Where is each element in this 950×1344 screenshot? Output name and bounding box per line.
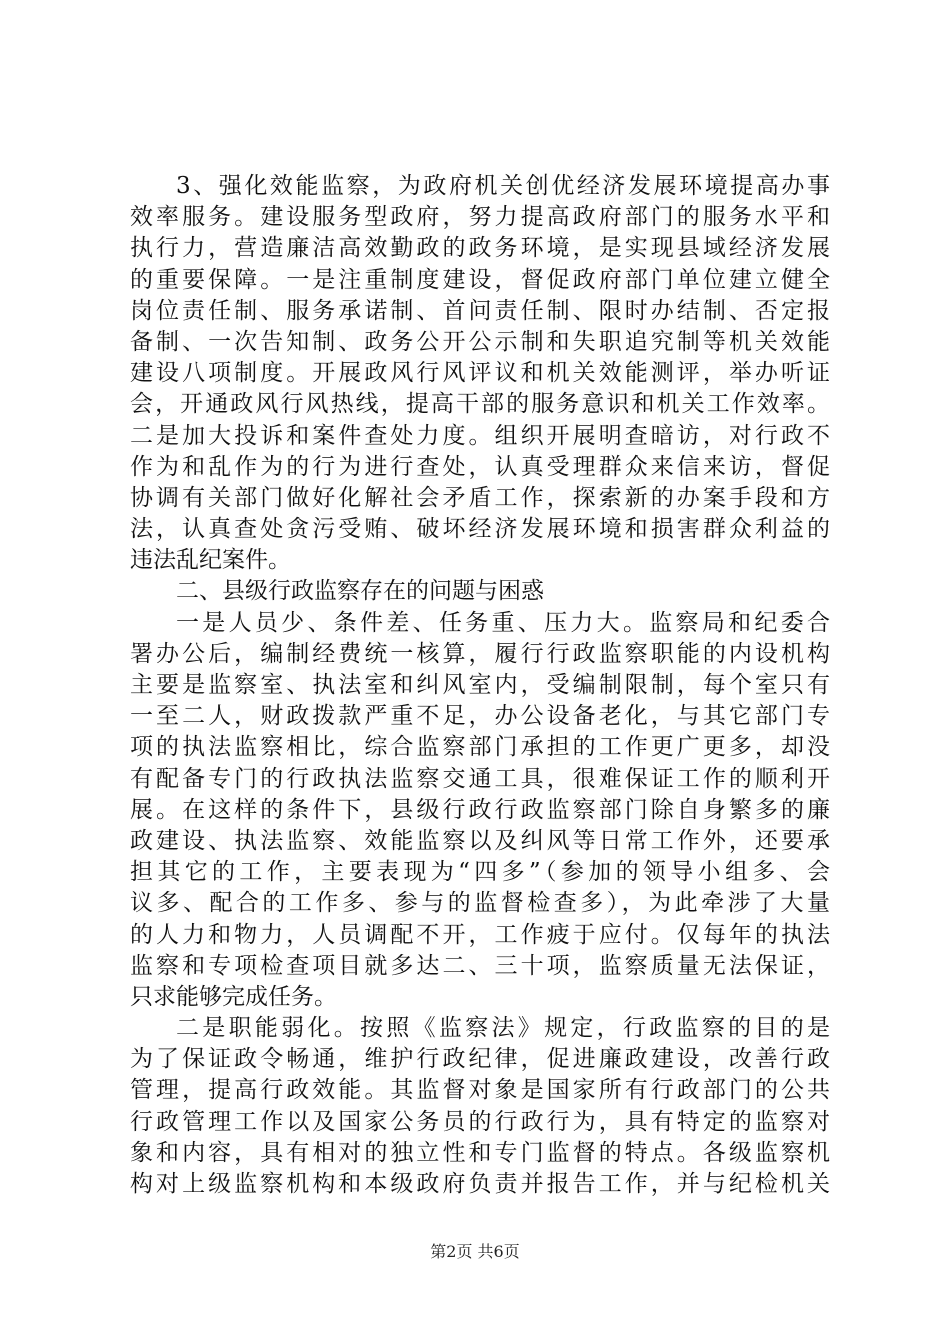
text-line: 作为和乱作为的行为进行查处，认真受理群众来信来访，督促 [130, 453, 830, 480]
text-line: 象和内容，具有相对的独立性和专门监督的特点。各级监察机 [130, 1139, 830, 1166]
text-line: 项的执法监察相比，综合监察部门承担的工作更广更多，却没 [130, 734, 830, 761]
text-line: 一至二人，财政拨款严重不足，办公设备老化，与其它部门专 [130, 703, 830, 730]
text-line: 二是加大投诉和案件查处力度。组织开展明查暗访，对行政不 [130, 422, 830, 449]
text-line: 二是职能弱化。按照《监察法》规定，行政监察的目的是 [176, 1015, 830, 1042]
text-line: 议多、配合的工作多、参与的监督检查多），为此牵涉了大量 [130, 890, 830, 917]
text-line: 管理，提高行政效能。其监督对象是国家所有行政部门的公共 [130, 1077, 830, 1104]
text-line: 违法乱纪案件。 [130, 547, 291, 574]
text-line: 协调有关部门做好化解社会矛盾工作，探索新的办案手段和方 [130, 484, 830, 511]
text-line: 的人力和物力，人员调配不开，工作疲于应付。仅每年的执法 [130, 921, 830, 948]
text-line: 主要是监察室、执法室和纠风室内，受编制限制，每个室只有 [130, 672, 830, 698]
text-line: 执行力，营造廉洁高效勤政的政务环境，是实现县域经济发展 [130, 235, 830, 262]
text-line: 3、强化效能监察，为政府机关创优经济发展环境提高办事 [176, 173, 830, 199]
text-line: 只求能够完成任务。 [130, 983, 337, 1010]
text-line: 政建设、执法监察、效能监察以及纠风等日常工作外，还要承 [130, 827, 830, 854]
text-line: 建设八项制度。开展政风行风评议和机关效能测评，举办听证 [130, 360, 830, 387]
text-line: 岗位责任制、服务承诺制、首问责任制、限时办结制、否定报 [130, 297, 830, 324]
text-line: 署办公后，编制经费统一核算，履行行政监察职能的内设机构 [130, 640, 830, 667]
document-body [130, 171, 830, 1200]
text-line: 效率服务。建设服务型政府，努力提高政府部门的服务水平和 [130, 204, 830, 231]
text-line: 监察和专项检查项目就多达二、三十项，监察质量无法保证， [130, 952, 830, 979]
page-footer: 第2页 共6页 [430, 1242, 520, 1261]
text-line: 展。在这样的条件下，县级行政行政监察部门除自身繁多的廉 [130, 796, 830, 823]
text-line: 的重要保障。一是注重制度建设，督促政府部门单位建立健全 [130, 266, 830, 293]
text-line: 法，认真查处贪污受贿、破坏经济发展环境和损害群众利益的 [130, 516, 830, 543]
text-line: 有配备专门的行政执法监察交通工具，很难保证工作的顺利开 [130, 765, 830, 792]
text-line: 二、县级行政监察存在的问题与困惑 [176, 578, 544, 605]
text-line: 担其它的工作，主要表现为“四多”（参加的领导小组多、会 [130, 859, 830, 886]
text-line: 为了保证政令畅通，维护行政纪律，促进廉政建设，改善行政 [130, 1046, 830, 1073]
text-line: 一是人员少、条件差、任务重、压力大。监察局和纪委合 [176, 609, 830, 636]
text-line: 备制、一次告知制、政务公开公示制和失职追究制等机关效能 [130, 328, 830, 355]
text-line: 构对上级监察机构和本级政府负责并报告工作，并与纪检机关 [130, 1171, 830, 1197]
text-line: 行政管理工作以及国家公务员的行政行为，具有特定的监察对 [130, 1108, 830, 1135]
text-line: 会，开通政风行风热线，提高干部的服务意识和机关工作效率。 [130, 391, 830, 418]
